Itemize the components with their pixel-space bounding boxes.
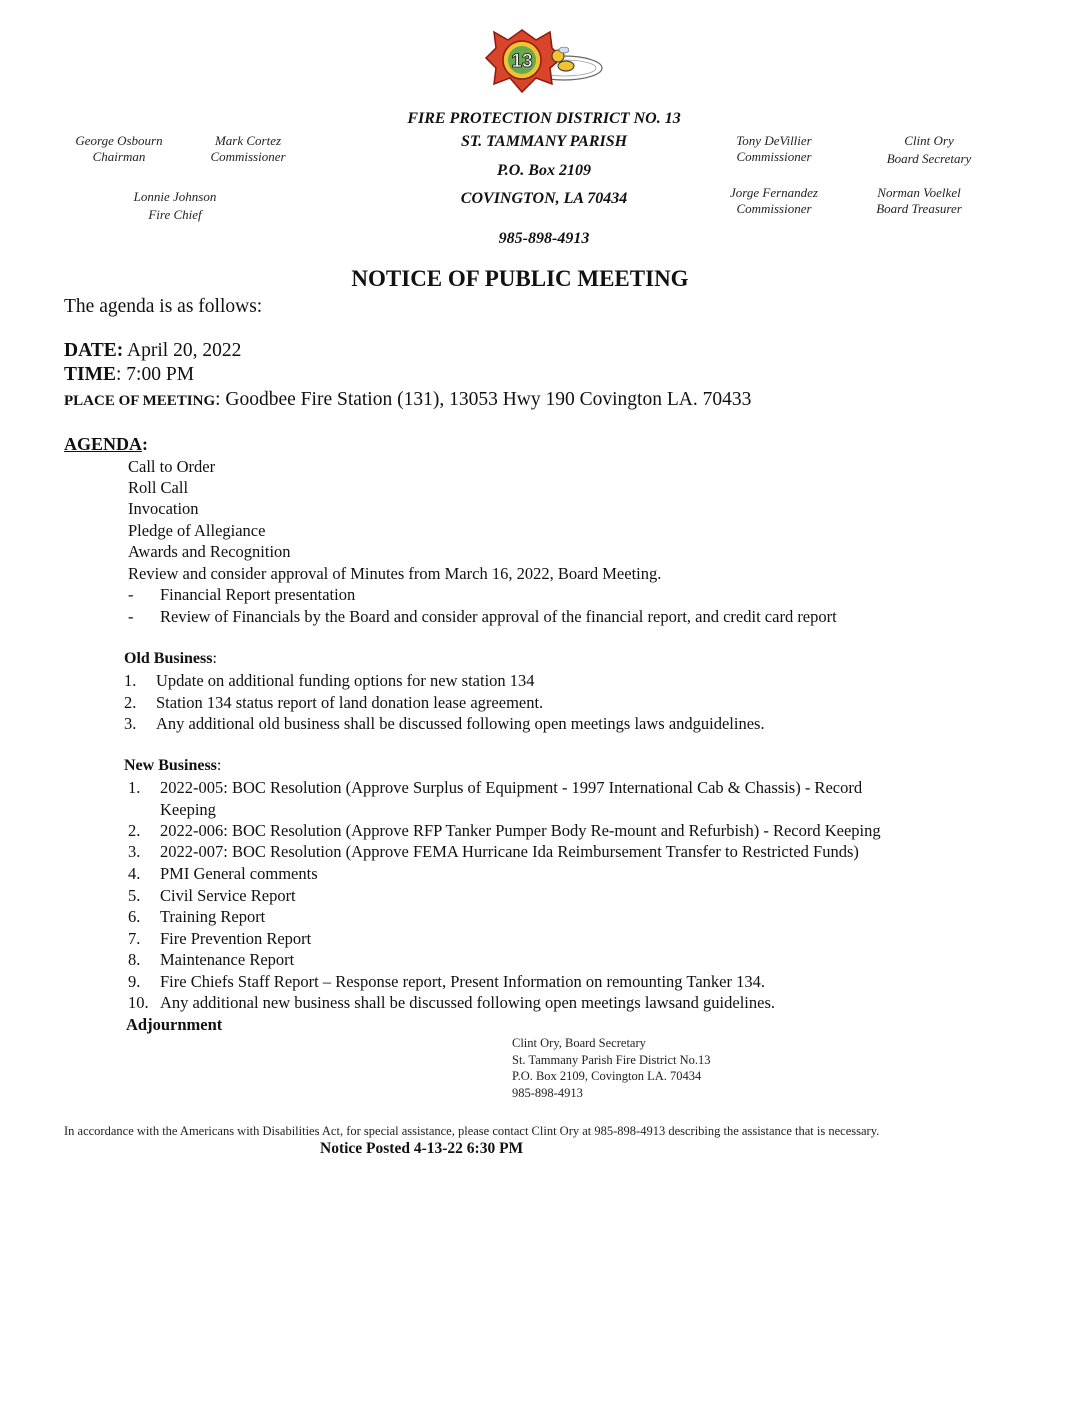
new-item-text: Maintenance Report (160, 950, 295, 969)
new-item-number: 7. (128, 929, 141, 948)
new-item-text: Civil Service Report (160, 886, 296, 905)
new-item-text: Training Report (160, 907, 266, 926)
header-po-box: P.O. Box 2109 (497, 162, 591, 179)
time-value: : 7:00 PM (116, 364, 195, 385)
official-name: George Osbourn (75, 133, 163, 148)
official-commissioner-cortez (196, 133, 300, 165)
official-name: Clint Ory (904, 133, 954, 148)
new-item-text-continued: Keeping (160, 800, 216, 819)
agenda-item: Invocation (128, 499, 199, 518)
old-business-heading-text: Old Business (124, 650, 213, 667)
new-item-text: 2022-007: BOC Resolution (Approve FEMA Hurricane Ida Reimbursement Transfer to Restricted Funds) (160, 842, 859, 861)
official-board-secretary (868, 133, 990, 167)
old-item-number: 2. (124, 693, 137, 712)
official-title: Fire Chief (148, 207, 202, 222)
old-item-text: Any additional old business shall be discussed following open meetings laws andguidelines. (156, 714, 765, 733)
official-title: Chairman (92, 149, 146, 164)
old-item-number: 1. (124, 671, 137, 690)
old-item-number: 3. (124, 714, 137, 733)
new-item-text: PMI General comments (160, 864, 318, 883)
logo-number: 13 (511, 51, 533, 72)
header-district-name: FIRE PROTECTION DISTRICT NO. 13 (407, 110, 681, 127)
agenda-item: Call to Order (128, 457, 216, 476)
new-item-number: 9. (128, 972, 141, 991)
sub-item-bullet: - (128, 585, 134, 604)
signature-phone: 985-898-4913 (512, 1086, 583, 1100)
date-value: April 20, 2022 (123, 340, 242, 361)
signature-org: St. Tammany Parish Fire District No.13 (512, 1053, 711, 1067)
official-title: Board Treasurer (876, 201, 962, 216)
official-title: Commissioner (736, 149, 812, 164)
sub-item-bullet: - (128, 607, 134, 626)
official-title: Commissioner (736, 201, 812, 216)
new-business-heading-colon: : (216, 757, 222, 774)
official-board-treasurer (858, 185, 980, 217)
old-business-heading-colon: : (212, 650, 217, 667)
new-item-number: 10. (128, 993, 149, 1012)
notice-posted: Notice Posted 4-13-22 6:30 PM (320, 1140, 524, 1157)
old-item-text: Station 134 status report of land donation lease agreement. (156, 693, 544, 712)
old-business-heading (124, 650, 217, 668)
agenda-item: Awards and Recognition (128, 542, 291, 561)
agenda-heading-colon: : (142, 434, 149, 454)
new-item-number: 8. (128, 950, 141, 969)
official-title: Board Secretary (886, 151, 972, 166)
old-item-text: Update on additional funding options for new station 134 (156, 671, 535, 690)
date-label: DATE: (64, 340, 124, 361)
agenda-heading (64, 434, 148, 455)
official-commissioner-fernandez (712, 185, 836, 217)
official-chairman (60, 133, 178, 165)
agenda-item: Review and consider approval of Minutes from March 16, 2022, Board Meeting. (128, 564, 662, 583)
agenda-heading-text: AGENDA (64, 434, 143, 454)
new-item-number: 5. (128, 886, 141, 905)
official-name: Lonnie Johnson (133, 189, 217, 204)
header-city: COVINGTON, LA 70434 (460, 190, 628, 207)
header-phone: 985-898-4913 (498, 230, 590, 247)
header-parish: ST. TAMMANY PARISH (460, 133, 628, 150)
district-logo (484, 28, 606, 104)
new-item-number: 2. (128, 821, 141, 840)
official-name: Jorge Fernandez (730, 185, 818, 200)
official-name: Norman Voelkel (877, 185, 961, 200)
meeting-date (64, 340, 241, 362)
signature-name: Clint Ory, Board Secretary (512, 1036, 646, 1050)
agenda-item: Pledge of Allegiance (128, 521, 266, 540)
official-name: Tony DeVillier (736, 133, 812, 148)
official-fire-chief (116, 189, 234, 223)
new-item-number: 3. (128, 842, 141, 861)
new-item-text: 2022-006: BOC Resolution (Approve RFP Tanker Pumper Body Re-mount and Refurbish) - Record Keeping (160, 821, 881, 840)
page-title: NOTICE OF PUBLIC MEETING (351, 266, 689, 291)
agenda-intro: The agenda is as follows: (64, 296, 263, 317)
new-item-number: 4. (128, 864, 141, 883)
adjournment: Adjournment (126, 1015, 223, 1034)
new-item-text: 2022-005: BOC Resolution (Approve Surplus of Equipment - 1997 International Cab & Chassis) - Record (160, 778, 863, 797)
time-label: TIME (64, 364, 117, 385)
new-item-text: Fire Prevention Report (160, 929, 312, 948)
official-title: Commissioner (210, 149, 286, 164)
meeting-place (64, 389, 751, 411)
agenda-item: Roll Call (128, 478, 189, 497)
sub-item-financial-review: Review of Financials by the Board and consider approval of the financial report, and credit card report (160, 607, 837, 626)
official-commissioner-devillier (712, 133, 836, 165)
fire-badge-icon (484, 28, 606, 104)
new-item-number: 6. (128, 907, 141, 926)
ada-notice: In accordance with the Americans with Disabilities Act, for special assistance, please contact Clint Ory at 985-898-4913 describing the assistance that is necessary. (64, 1124, 880, 1138)
new-item-number: 1. (128, 778, 141, 797)
signature-address: P.O. Box 2109, Covington LA. 70434 (512, 1069, 702, 1083)
official-name: Mark Cortez (214, 133, 282, 148)
meeting-time (64, 364, 194, 386)
place-label: PLACE OF MEETING (64, 393, 216, 409)
new-business-heading (124, 757, 221, 775)
sub-item-financial-report: Financial Report presentation (160, 585, 356, 604)
new-business-heading-text: New Business (124, 757, 217, 774)
new-item-text: Any additional new business shall be discussed following open meetings lawsand guidelines. (160, 993, 775, 1012)
new-item-text: Fire Chiefs Staff Report – Response report, Present Information on remounting Tanker 134. (160, 972, 765, 991)
place-value: : Goodbee Fire Station (131), 13053 Hwy 190 Covington LA. 70433 (215, 389, 752, 410)
